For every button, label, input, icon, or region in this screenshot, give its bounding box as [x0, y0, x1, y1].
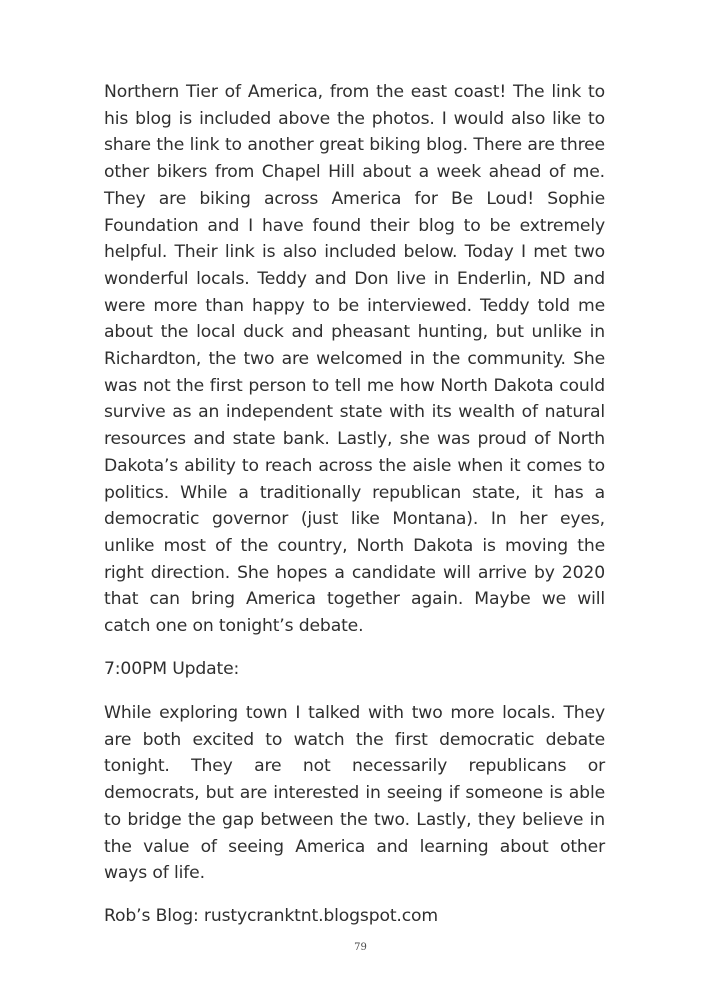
update-heading: 7:00PM Update: [104, 659, 240, 679]
body-paragraph: While exploring town I talked with two more locals. They are both excited to watch the first democratic debate tonight. They are not necessarily republicans or democrats, but are interested in seeing if someone is able to bridge the gap between the two. Lastly, they believe in the value of seeing America and learning about other ways of life. [104, 703, 605, 884]
body-paragraph: Northern Tier of America, from the east coast! The link to his blog is included above the photos. I would also like to share the link to another great biking blog. There are three other bikers from Chapel Hill about a week ahead of me. They are biking across America for Be Loud! Sophie Foundation and I have found their blog to be extremely helpful. Their link is also included below. Today I met two wonderful locals. Teddy and Don live in Enderlin, ND and were more than happy to be interviewed. Teddy told me about the local duck and pheasant hunting, but unlike in Richardton, the two are welcomed in the community. She was not the first person to tell me how North Dakota could survive as an independent state with its wealth of natural resources and state bank. Lastly, she was proud of North Dakota’s ability to reach across the aisle when it comes to politics. While a traditionally republican state, it has a democratic governor (just like Montana). In her eyes, unlike most of the country, North Dakota is moving the right direction. She hopes a candidate will arrive by 2020 that can bring America together again. Maybe we will catch one on tonight’s debate. [104, 82, 605, 637]
page-number: 79 [354, 942, 367, 953]
blog-reference: Rob’s Blog: rustycranktnt.blogspot.com [104, 906, 438, 926]
